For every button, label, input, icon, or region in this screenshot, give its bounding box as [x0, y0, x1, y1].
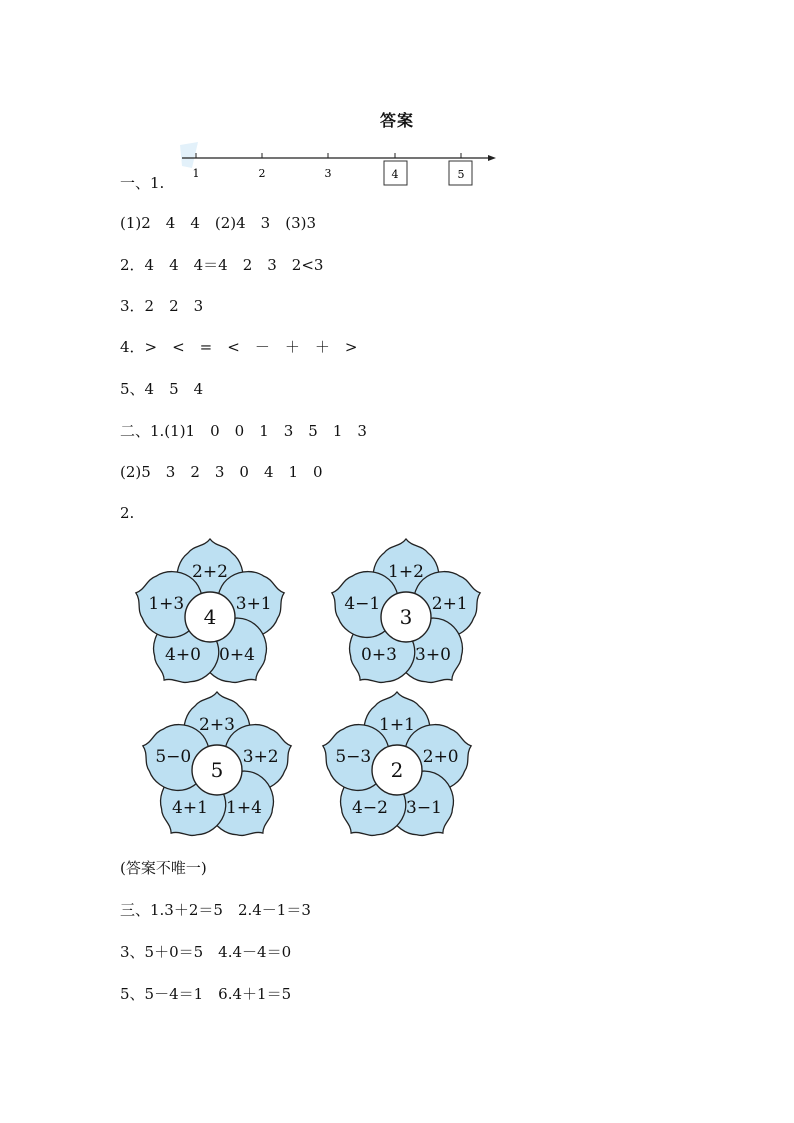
answer-line: 2．4 4 4＝4 2 3 2<3: [120, 256, 324, 274]
petal-label: 4−2: [352, 798, 388, 819]
tick-label: 3: [324, 167, 332, 180]
page-title: 答案: [379, 111, 414, 130]
answer-line: 5、4 5 4: [120, 380, 204, 398]
petal-label: 4+1: [172, 798, 208, 819]
flower-3: [133, 692, 302, 853]
petal-label: 3−1: [406, 798, 442, 819]
answer-line: 2.: [120, 504, 135, 522]
tick-label: 5: [457, 168, 465, 181]
petal-label: 1+2: [388, 562, 424, 582]
petal-label: 0+3: [361, 645, 397, 666]
answer-line: (1)2 4 4 (2)4 3 (3)3: [120, 214, 317, 232]
answer-line: 3．2 2 3: [120, 297, 204, 315]
petal-label: 1+3: [148, 593, 185, 614]
petal-label: 4+0: [165, 645, 201, 666]
petal-label: 5−3: [335, 746, 372, 767]
petal-label: 2+2: [192, 562, 228, 582]
tick-label: 2: [258, 167, 266, 180]
flower-2: [322, 539, 491, 700]
flower-4: [313, 692, 482, 853]
answer-line: 3、5＋0＝5 4.4－4＝0: [120, 943, 292, 961]
flower-center-label: 4: [203, 605, 217, 629]
answer-line: 4．> < = < － ＋ ＋ >: [120, 338, 358, 356]
flower-center-label: 5: [210, 758, 224, 782]
petal-label: 2+0: [422, 746, 459, 767]
answer-line: 三、1.3＋2＝5 2.4－1＝3: [120, 901, 311, 919]
petal-label: 0+4: [219, 645, 255, 666]
petal-label: 5−0: [155, 746, 192, 767]
petal-label: 2+1: [431, 593, 468, 614]
petal-label: 3+1: [235, 593, 272, 614]
flower-1: [126, 539, 295, 700]
tick-label: 1: [192, 167, 200, 180]
answer-line: (2)5 3 2 3 0 4 1 0: [120, 463, 323, 481]
petal-label: 3+0: [415, 645, 451, 666]
petal-label: 2+3: [199, 715, 235, 735]
flower-center-label: 3: [399, 605, 413, 629]
flower-center-label: 2: [390, 758, 404, 782]
petal-label: 1+1: [379, 715, 415, 735]
answer-line: 二、1.(1)1 0 0 1 3 5 1 3: [120, 422, 367, 440]
answer-line: 一、1.: [120, 174, 165, 192]
answer-line: 5、5－4＝1 6.4＋1＝5: [120, 985, 292, 1003]
petal-label: 1+4: [226, 798, 262, 819]
petal-label: 3+2: [242, 746, 279, 767]
petal-label: 4−1: [344, 593, 381, 614]
tick-label: 4: [391, 168, 399, 181]
answer-line: (答案不唯一): [120, 859, 207, 877]
